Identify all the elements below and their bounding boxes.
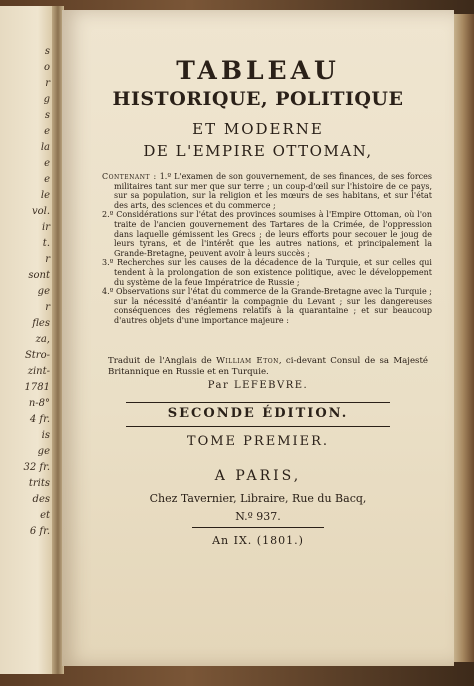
contents-item-1 bbox=[102, 172, 432, 210]
rule-below-edition bbox=[126, 426, 390, 427]
translator-line: Par LEFEBVRE. bbox=[207, 380, 309, 391]
title-line-2: HISTORIQUE, POLITIQUE bbox=[112, 88, 404, 110]
printer-line: Chez Tavernier, Libraire, Rue du Bacq, bbox=[149, 492, 367, 505]
title-line-4: DE L'EMPIRE OTTOMAN, bbox=[143, 142, 373, 160]
left-page-fragment: sont bbox=[28, 270, 50, 281]
title-line-1: TABLEAU bbox=[176, 56, 340, 85]
left-page-fragment: la bbox=[40, 142, 50, 153]
left-page-fragment: et bbox=[40, 510, 50, 521]
left-page-fragment: is bbox=[41, 430, 50, 441]
contents-item-1-text: 1.º L'examen de son gouvernement, de ses finances, de ses forces militaires tant sur mer que sur terre ; un coup-d'œil sur l'histoire de ce pays, sur sa population, sur la religion et les mœurs de ses habitans, et sur l'état des arts, des sciences et du commerce ; bbox=[114, 172, 433, 210]
left-page-fragment: 6 fr. bbox=[29, 526, 50, 537]
author-name: William Eton bbox=[216, 356, 279, 366]
left-page-fragment: 4 fr. bbox=[29, 414, 50, 425]
left-page-fragment: fles bbox=[32, 318, 50, 329]
rule-above-year bbox=[192, 527, 324, 528]
left-page-fragment: ir bbox=[42, 222, 50, 233]
left-page-fragment: o bbox=[43, 62, 50, 73]
left-page-fragment: trits bbox=[28, 478, 50, 489]
left-page-fragment: 1781 bbox=[24, 382, 50, 393]
address-number: N.º 937. bbox=[235, 510, 281, 523]
left-page-fragment: des bbox=[32, 494, 50, 505]
left-page-fragment: ge bbox=[37, 446, 50, 457]
tome-line: TOME PREMIER. bbox=[186, 434, 330, 449]
left-page-fragment: 32 fr. bbox=[23, 462, 50, 473]
left-page-fragment: Stro- bbox=[24, 350, 50, 361]
translation-suffix: , ci-devant Consul de sa Majesté Britannique en Russie et en Turquie. bbox=[108, 356, 428, 377]
contents-item-3: 3.º Recherches sur les causes de la décadence de la Turquie, et sur celles qui tendent à la prolongation de son existence politique, avec le développement du système de la feue Impératrice de Russie ; bbox=[102, 258, 432, 287]
title-line-3: ET MODERNE bbox=[192, 120, 324, 138]
translation-prefix: Traduit de l'Anglais de bbox=[108, 356, 212, 366]
contents-item-4: 4.º Observations sur l'état du commerce de la Grande-Bretagne avec la Turquie ; sur la nécessité d'anéantir la compagnie du Levant ; sur les dangereuses conséquences des réglemens relatifs à la quarantaine ; et sur beaucoup d'autres objets d'une importance majeure : bbox=[102, 287, 432, 325]
left-page-fragment: r bbox=[45, 78, 50, 89]
left-page-fragment: za, bbox=[35, 334, 50, 345]
left-page-fragment: e bbox=[44, 126, 50, 137]
left-page-fragment: g bbox=[43, 94, 50, 105]
left-page-fragment: r bbox=[45, 302, 50, 313]
edition-line: SECONDE ÉDITION. bbox=[167, 406, 349, 421]
left-page-fragment: t. bbox=[42, 238, 50, 249]
left-page-fragment: zint- bbox=[27, 366, 50, 377]
left-page-fragment: e bbox=[44, 174, 50, 185]
left-facing-page bbox=[0, 6, 54, 674]
left-page-fragment: r bbox=[45, 254, 50, 265]
contents-item-2: 2.º Considérations sur l'état des provinces soumises à l'Empire Ottoman, où l'on traite de l'ancien gouvernement des Tartares de la Crimée, de l'oppression dans laquelle gémissent les Grecs ; de leurs efforts pour secouer le joug de leurs tyrans, et de l'intérêt que les autres nations, et principalement la Grande-Bretagne, peuvent avoir à leurs succès ; bbox=[102, 210, 432, 258]
left-page-fragment: vol. bbox=[31, 206, 50, 217]
contents-summary bbox=[102, 172, 432, 326]
left-page-fragment: s bbox=[44, 46, 50, 57]
left-page-fragment: s bbox=[44, 110, 50, 121]
year-line: An IX. (1801.) bbox=[212, 534, 304, 547]
page-stack-edge bbox=[452, 14, 474, 662]
title-page bbox=[62, 10, 454, 666]
left-page-fragment: le bbox=[40, 190, 50, 201]
contents-lead: Contenant : bbox=[102, 172, 157, 181]
rule-above-edition bbox=[126, 402, 390, 403]
left-page-fragment: e bbox=[44, 158, 50, 169]
left-page-fragment: n-8° bbox=[28, 398, 50, 409]
city-line: A PARIS, bbox=[214, 468, 302, 484]
left-page-fragment: ge bbox=[37, 286, 50, 297]
translation-note bbox=[108, 356, 428, 377]
